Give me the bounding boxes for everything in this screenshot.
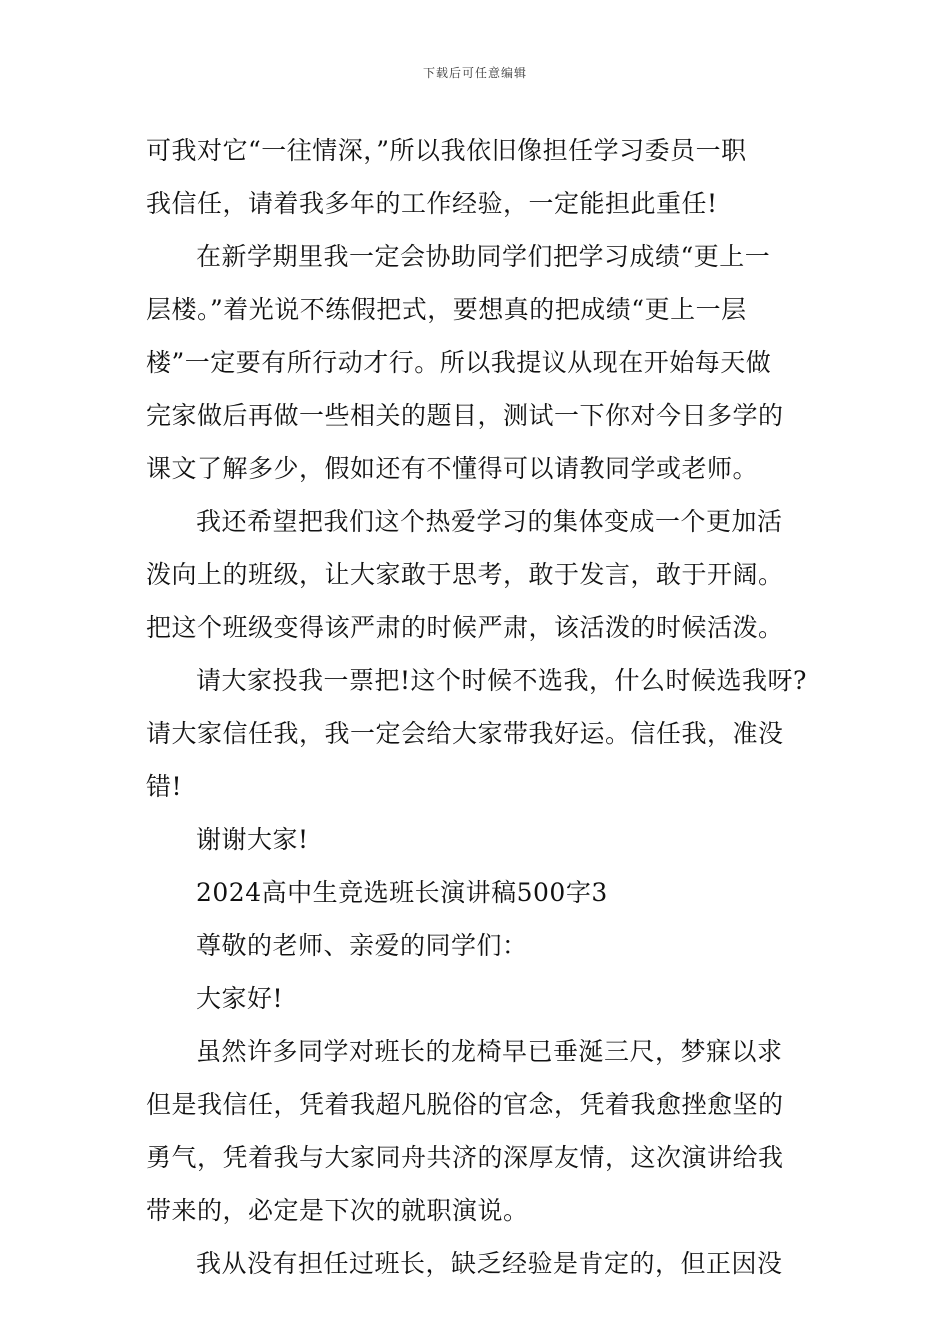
text-line: 把这个班级变得该严肃的时候严肃，该活泼的时候活泼。 — [146, 613, 784, 642]
text-line: 我还希望把我们这个热爱学习的集体变成一个更加活 — [196, 507, 783, 536]
text-line: 但是我信任，凭着我超凡脱俗的官念，凭着我愈挫愈坚的 — [146, 1090, 784, 1119]
text-line: 可我对它“一往情深，”所以我依旧像担任学习委员一职 — [146, 136, 747, 165]
document-body — [146, 124, 816, 1290]
text-line: 请大家投我一票把!这个时候不选我，什么时候选我呀? — [196, 666, 807, 695]
text-line: 我从没有担任过班长，缺乏经验是肯定的，但正因没 — [196, 1249, 783, 1278]
text-line: 在新学期里我一定会协助同学们把学习成绩“更上一 — [196, 242, 771, 271]
text-line: 我信任，请着我多年的工作经验，一定能担此重任! — [146, 189, 718, 218]
text-line: 谢谢大家! — [196, 825, 309, 854]
text-line: 带来的，必定是下次的就职演说。 — [146, 1196, 529, 1225]
text-line: 课文了解多少，假如还有不懂得可以请教同学或老师。 — [146, 454, 759, 483]
text-line: 层楼。”着光说不练假把式，要想真的把成绩“更上一层 — [146, 295, 747, 324]
text-line: 完家做后再做一些相关的题目，测试一下你对今日多学的 — [146, 401, 784, 430]
text-line: 泼向上的班级，让大家敢于思考，敢于发言，敢于开阔。 — [146, 560, 784, 589]
section-heading: 2024高中生竞选班长演讲稿500字3 — [196, 878, 608, 907]
text-line: 楼”一定要有所行动才行。所以我提议从现在开始每天做 — [146, 348, 772, 377]
text-line: 尊敬的老师、亲爱的同学们： — [196, 931, 528, 960]
text-line: 大家好! — [196, 984, 284, 1013]
text-line: 请大家信任我，我一定会给大家带我好运。信任我，准没 — [146, 719, 784, 748]
text-line: 勇气，凭着我与大家同舟共济的深厚友情，这次演讲给我 — [146, 1143, 784, 1172]
text-line: 错! — [146, 772, 183, 801]
text-line: 虽然许多同学对班长的龙椅早已垂涎三尺，梦寐以求 — [196, 1037, 783, 1066]
page-header: 下载后可任意编辑 — [422, 66, 527, 80]
